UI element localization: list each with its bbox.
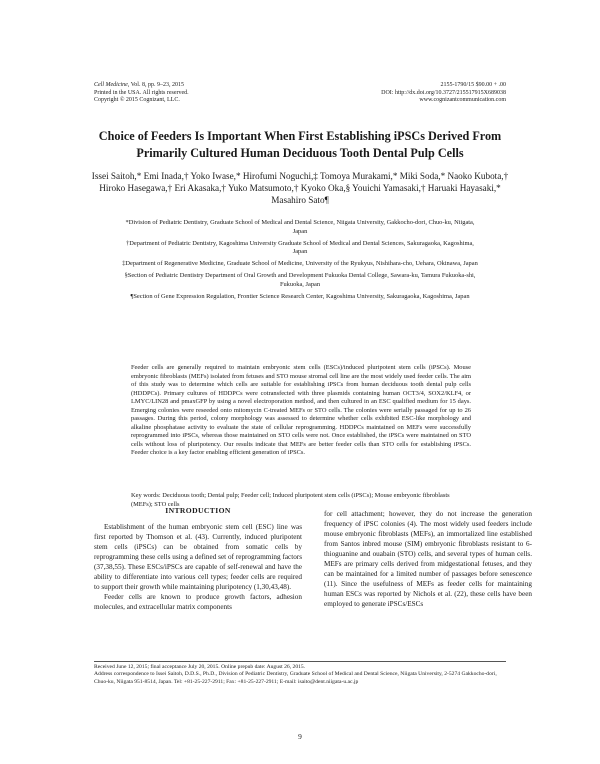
printed-line: Printed in the USA. All rights reserved. <box>94 89 189 96</box>
copyright-line: Copyright © 2015 Cognizant, LLC. <box>94 97 180 104</box>
journal-name: Cell Medicine, <box>94 82 130 88</box>
affiliation-item: ¶Section of Gene Expression Regulation, Frontier Science Research Center, Kagoshima University, Sakuragaoka, Kagoshima, Japan <box>130 292 470 300</box>
affiliation-item: *Division of Pediatric Dentistry, Graduate School of Medical and Dental Science, Niigata University, Gakkocho-dori, Chuo-ku, Niigata, Japan <box>125 219 475 235</box>
correspondence-address: Address correspondence to Issei Saitoh, D.D.S., Ph.D., Division of Pediatric Dentistry, Graduate School of Medical and Dental Science, Niigata University, 2-5274 Gakkocho-dori, Chuo-ku, Niigata 951-8514, Japan. Tel: +81-25-227-2911; Fax: +81-25-227-2911; E-mail: isaito@dent.niigata-u.ac.jp <box>94 671 497 685</box>
publisher-website-link[interactable]: www.cognizantcommunication.com <box>419 97 506 104</box>
received-dates: Received June 12, 2015; final acceptance July 20, 2015. Online prepub date: August 26, 2015. <box>94 664 306 670</box>
keywords: Key words: Deciduous tooth; Dental pulp; Feeder cell; Induced pluripotent stem cells (iPSCs); Mouse embryonic fibroblasts (MEFs); STO cells <box>131 492 450 508</box>
affiliation-item: §Section of Pediatric Dentistry Department of Oral Growth and Development Fukuoka Dental College, Sawara-ku, Tamura Fukuoka-shi, Fukuoka, Japan <box>124 272 476 288</box>
footnotes <box>94 664 506 686</box>
body-column-right <box>324 509 532 609</box>
affiliation-item: †Department of Pediatric Dentistry, Kagoshima University Graduate School of Medical and Dental Sciences, Sakuragaoka, Kagoshima, Japan <box>126 239 474 256</box>
page-number: 9 <box>298 732 302 741</box>
body-column-left <box>94 506 302 612</box>
affiliation-item: ‡Department of Regenerative Medicine, Graduate School of Medicine, University of the Ryukyus, Nishihara-cho, Uehara, Okinawa, Japan <box>122 260 478 268</box>
doi-link[interactable]: DOI: http://dx.doi.org/10.3727/215517915X689038 <box>381 89 506 96</box>
issn-line: 2155-1790/15 $90.00 + .00 <box>440 82 506 88</box>
intro-paragraph: Establishment of the human embryonic stem cell (ESC) line was first reported by Thomson et al. (43). Currently, induced pluripotent stem cells (iPSCs) can be obtained from somatic cells by reprogramming these cells using a defined set of reprogramming factors (37,38,55). These ESCs/iPSCs are capable of self-renewal and have the ability to differentiate into various cell types; feeder cells are required to support their growth while maintaining pluripotency (1,30,43,48). <box>94 523 302 591</box>
journal-header-right <box>381 82 506 105</box>
footnote-divider <box>94 661 506 662</box>
journal-volume-pages: Vol. 8, pp. 9–23, 2015 <box>129 82 184 88</box>
intro-paragraph-continued: for cell attachment; however, they do not increase the generation frequency of iPSC colonies (4). The most widely used feeders include mouse embryonic fibroblasts (MEFs), an immortalized line established from Santos inbred mouse (SIM) embryonic fibroblasts resistant to 6-thioguanine and ouabain (STO) cells, and several types of human cells. MEFs are primary cells derived from midgestational fetuses, and they can be maintained for a limited number of passages before senescence (11). Since the usefulness of MEFs as feeder cells for maintaining human ESCs was reported by Nichols et al. (22), these cells have been employed to generate iPSCs/ESCs <box>324 510 532 608</box>
article-title: Choice of Feeders Is Important When First Establishing iPSCs Derived From Primarily Cultured Human Deciduous Tooth Dental Pulp Cells <box>98 129 502 160</box>
author-list: Issei Saitoh,* Emi Inada,† Yoko Iwase,* Hirofumi Noguchi,‡ Tomoya Murakami,* Miki Soda,* Naoko Kubota,† Hiroko Hasegawa,† Eri Akasaka,† Yuko Matsumoto,† Kyoko Oka,§ Youichi Yamasaki,† Haruaki Hayasaki,* Masahiro Sato¶ <box>91 171 509 206</box>
journal-header-left <box>94 82 189 105</box>
intro-paragraph: Feeder cells are known to produce growth factors, adhesion molecules, and extracellular matrix components <box>94 593 302 611</box>
section-heading: INTRODUCTION <box>165 506 231 515</box>
affiliations <box>120 219 480 305</box>
journal-citation <box>94 82 189 90</box>
abstract: Feeder cells are generally required to maintain embryonic stem cells (ESCs)/induced pluripotent stem cells (iPSCs). Mouse embryonic fibroblasts (MEFs) isolated from fetuses and STO mouse stromal cell line are the most widely used feeder cells. The aim of this study was to determine which cells are suitable for establishing iPSCs from human deciduous tooth dental pulp cells (HDDPCs). Primary cultures of HDDPCs were cotransfected with three plasmids containing human OCT3/4, SOX2/KLF4, or LMYC/LIN28 and pmaxGFP by using a novel electroporation method, and then cultured in an ESC qualified medium for 15 days. Emerging colonies were reseeded onto mitomycin C-treated MEFs or STO cells. The colonies were serially passaged for up to 26 passages. During this period, colony morphology was assessed to determine whether cells exhibited ESC-like morphology and alkaline phosphatase activity to evaluate the state of cellular reprogramming. HDDPCs maintained on MEFs were successfully reprogrammed into iPSCs, whereas those maintained on STO cells were not. Once established, the iPSCs were maintained on STO cells without loss of pluripotency. Our results indicate that MEFs are better feeder cells than STO cells for establishing iPSCs. Feeder choice is a key factor enabling efficient generation of iPSCs. <box>131 364 471 456</box>
